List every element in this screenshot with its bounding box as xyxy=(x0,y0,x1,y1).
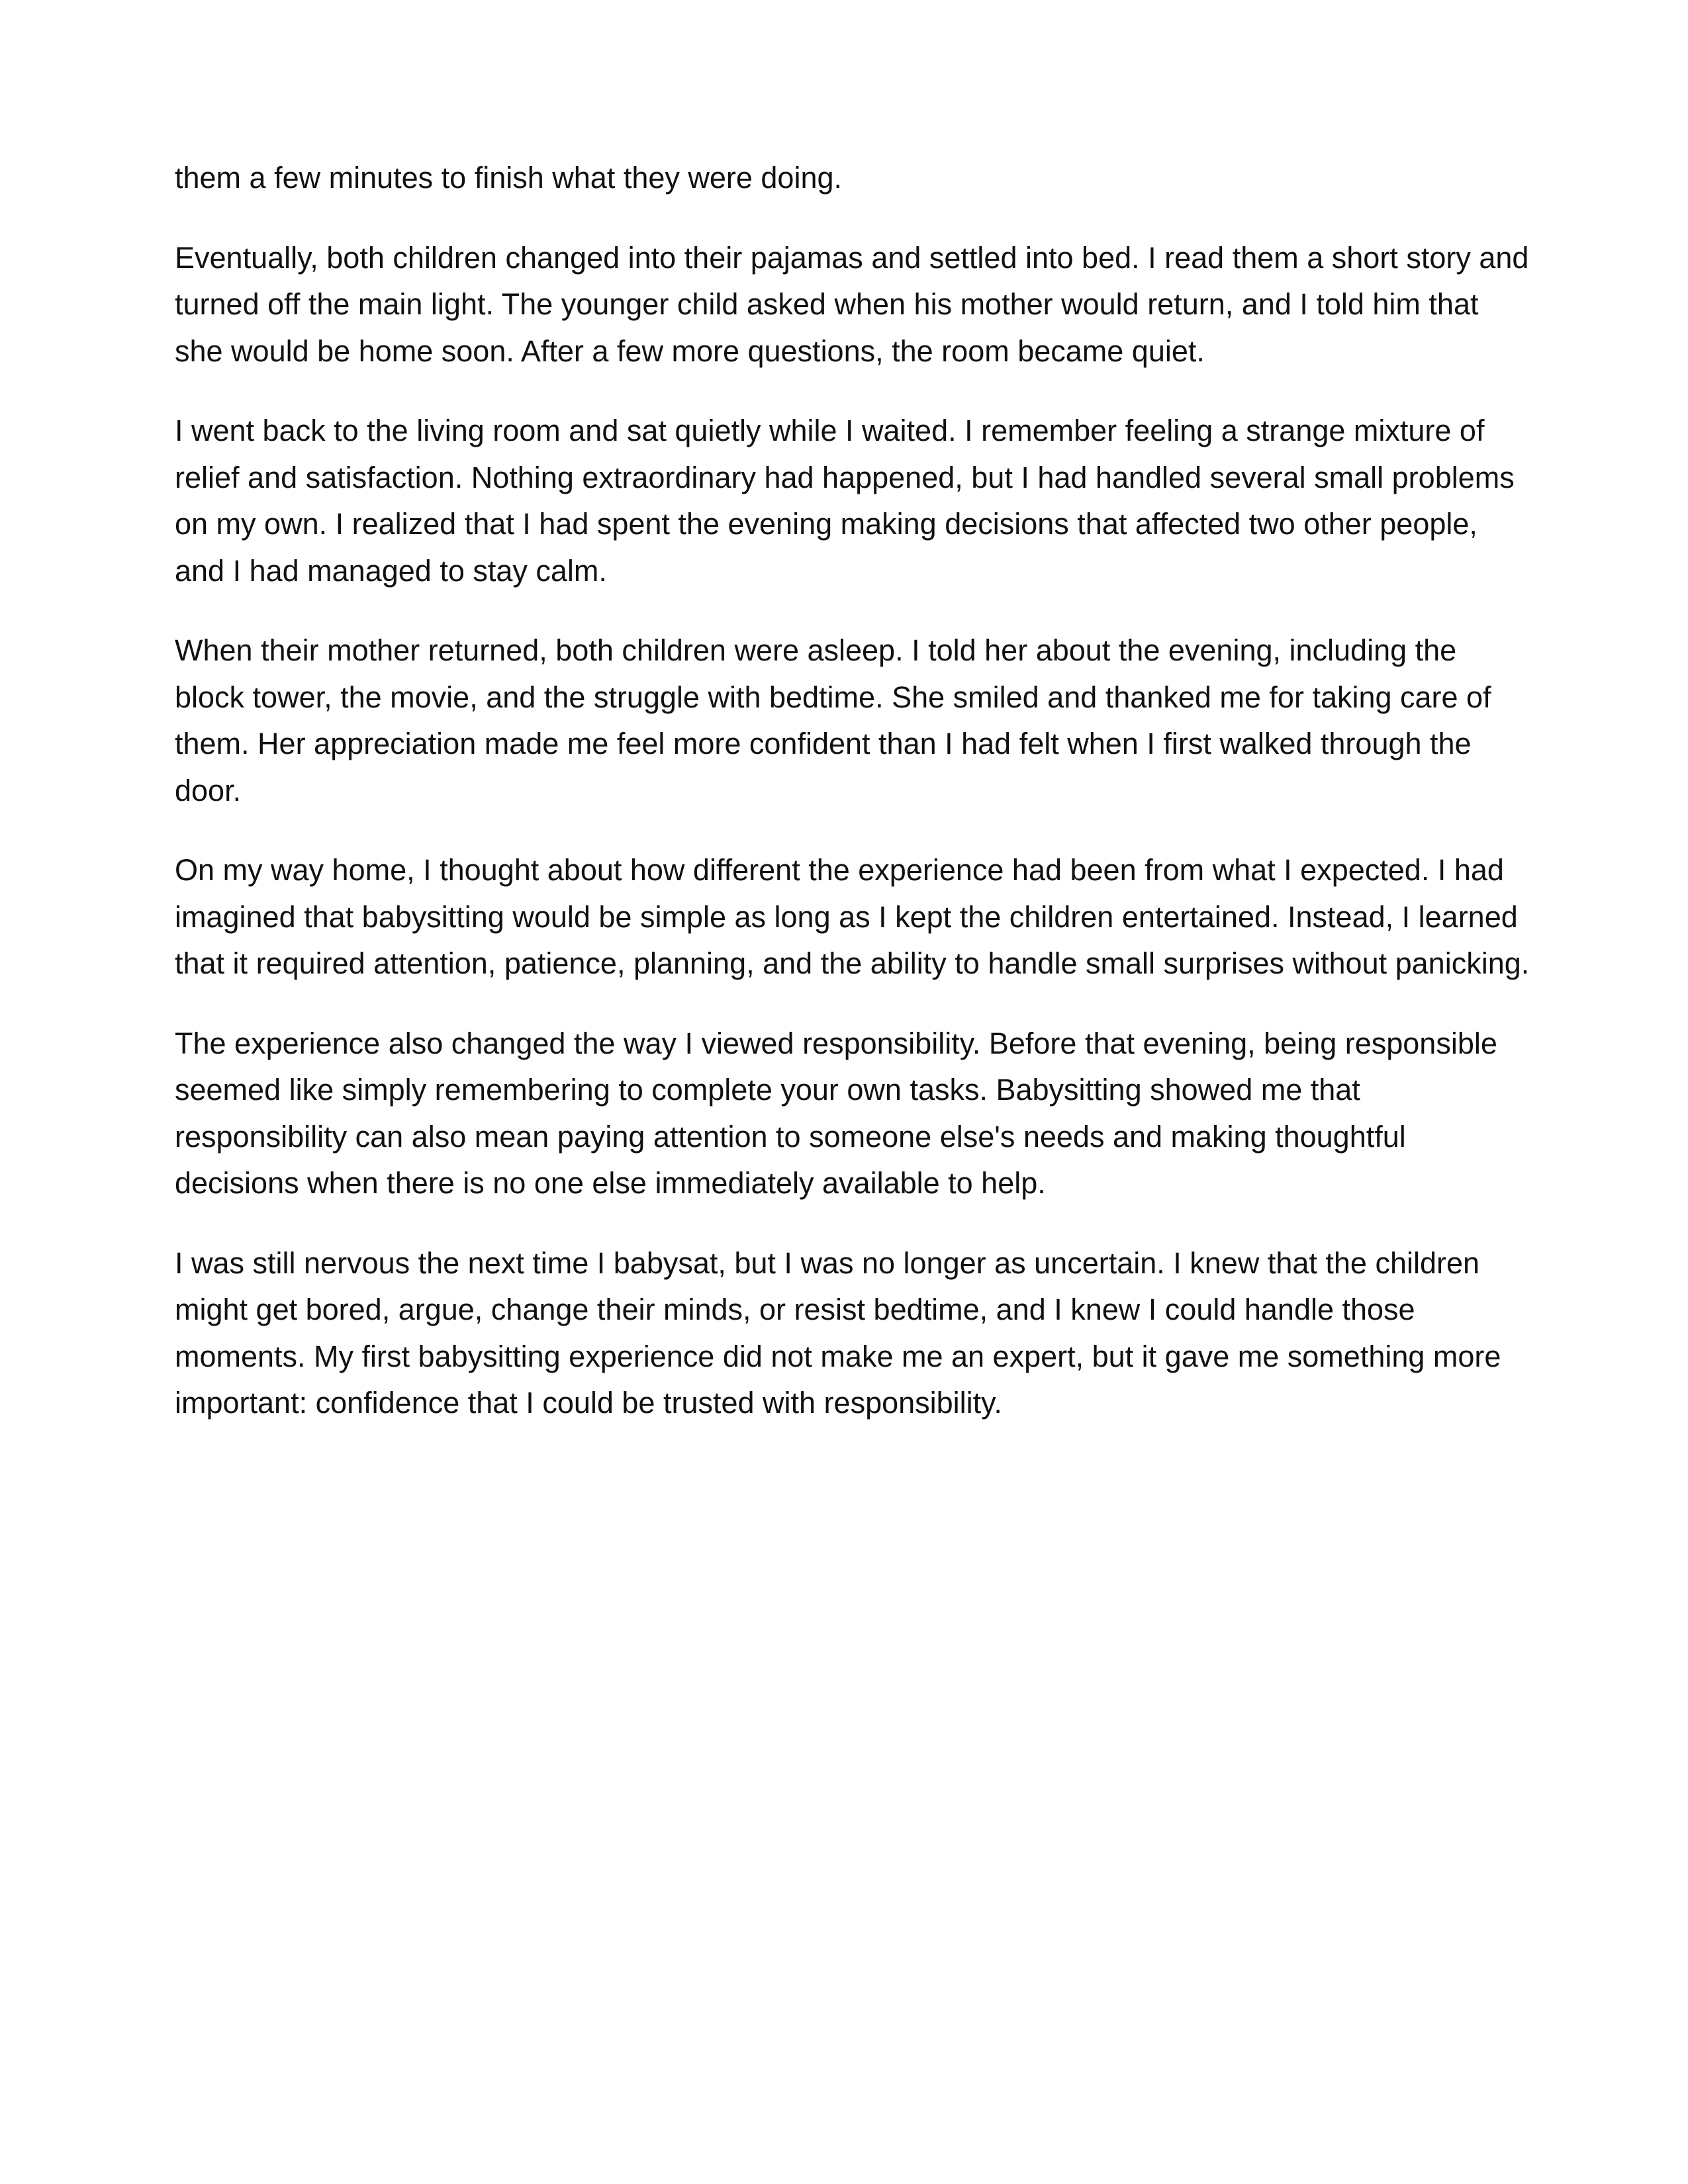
paragraph: them a few minutes to finish what they were doing. xyxy=(175,161,843,195)
paragraph: On my way home, I thought about how different the experience had been from what I expected. I had imagined that babysitting would be simple as long as I kept the children entertained. Instead, I learned that it required attention, patience, planning, and the ability to handle small surprises without panicking. xyxy=(175,853,1530,980)
paragraph: The experience also changed the way I viewed responsibility. Before that evening, being responsible seemed like simply remembering to complete your own tasks. Babysitting showed me that responsibility can also mean paying attention to someone else's needs and making thoughtful decisions when there is no one else immediately available to help. xyxy=(175,1026,1497,1200)
document-body xyxy=(175,155,1532,1460)
paragraph: Eventually, both children changed into their pajamas and settled into bed. I read them a short story and turned off the main light. The younger child asked when his mother would return, and I told him that she would be home soon. After a few more questions, the room became quiet. xyxy=(175,240,1529,368)
paragraph: When their mother returned, both children were asleep. I told her about the evening, including the block tower, the movie, and the struggle with bedtime. She smiled and thanked me for taking care of them. Her appreciation made me feel more confident than I had felt when I first walked through the door. xyxy=(175,633,1491,807)
paragraph: I was still nervous the next time I babysat, but I was no longer as uncertain. I knew that the children might get bored, argue, change their minds, or resist bedtime, and I knew I could handle those moments. My first babysitting experience did not make me an expert, but it gave me something more important: confidence that I could be trusted with responsibility. xyxy=(175,1246,1501,1420)
paragraph: I went back to the living room and sat quietly while I waited. I remember feeling a strange mixture of relief and satisfaction. Nothing extraordinary had happened, but I had handled several small problems on my own. I realized that I had spent the evening making decisions that affected two other people, and I had managed to stay calm. xyxy=(175,414,1515,588)
